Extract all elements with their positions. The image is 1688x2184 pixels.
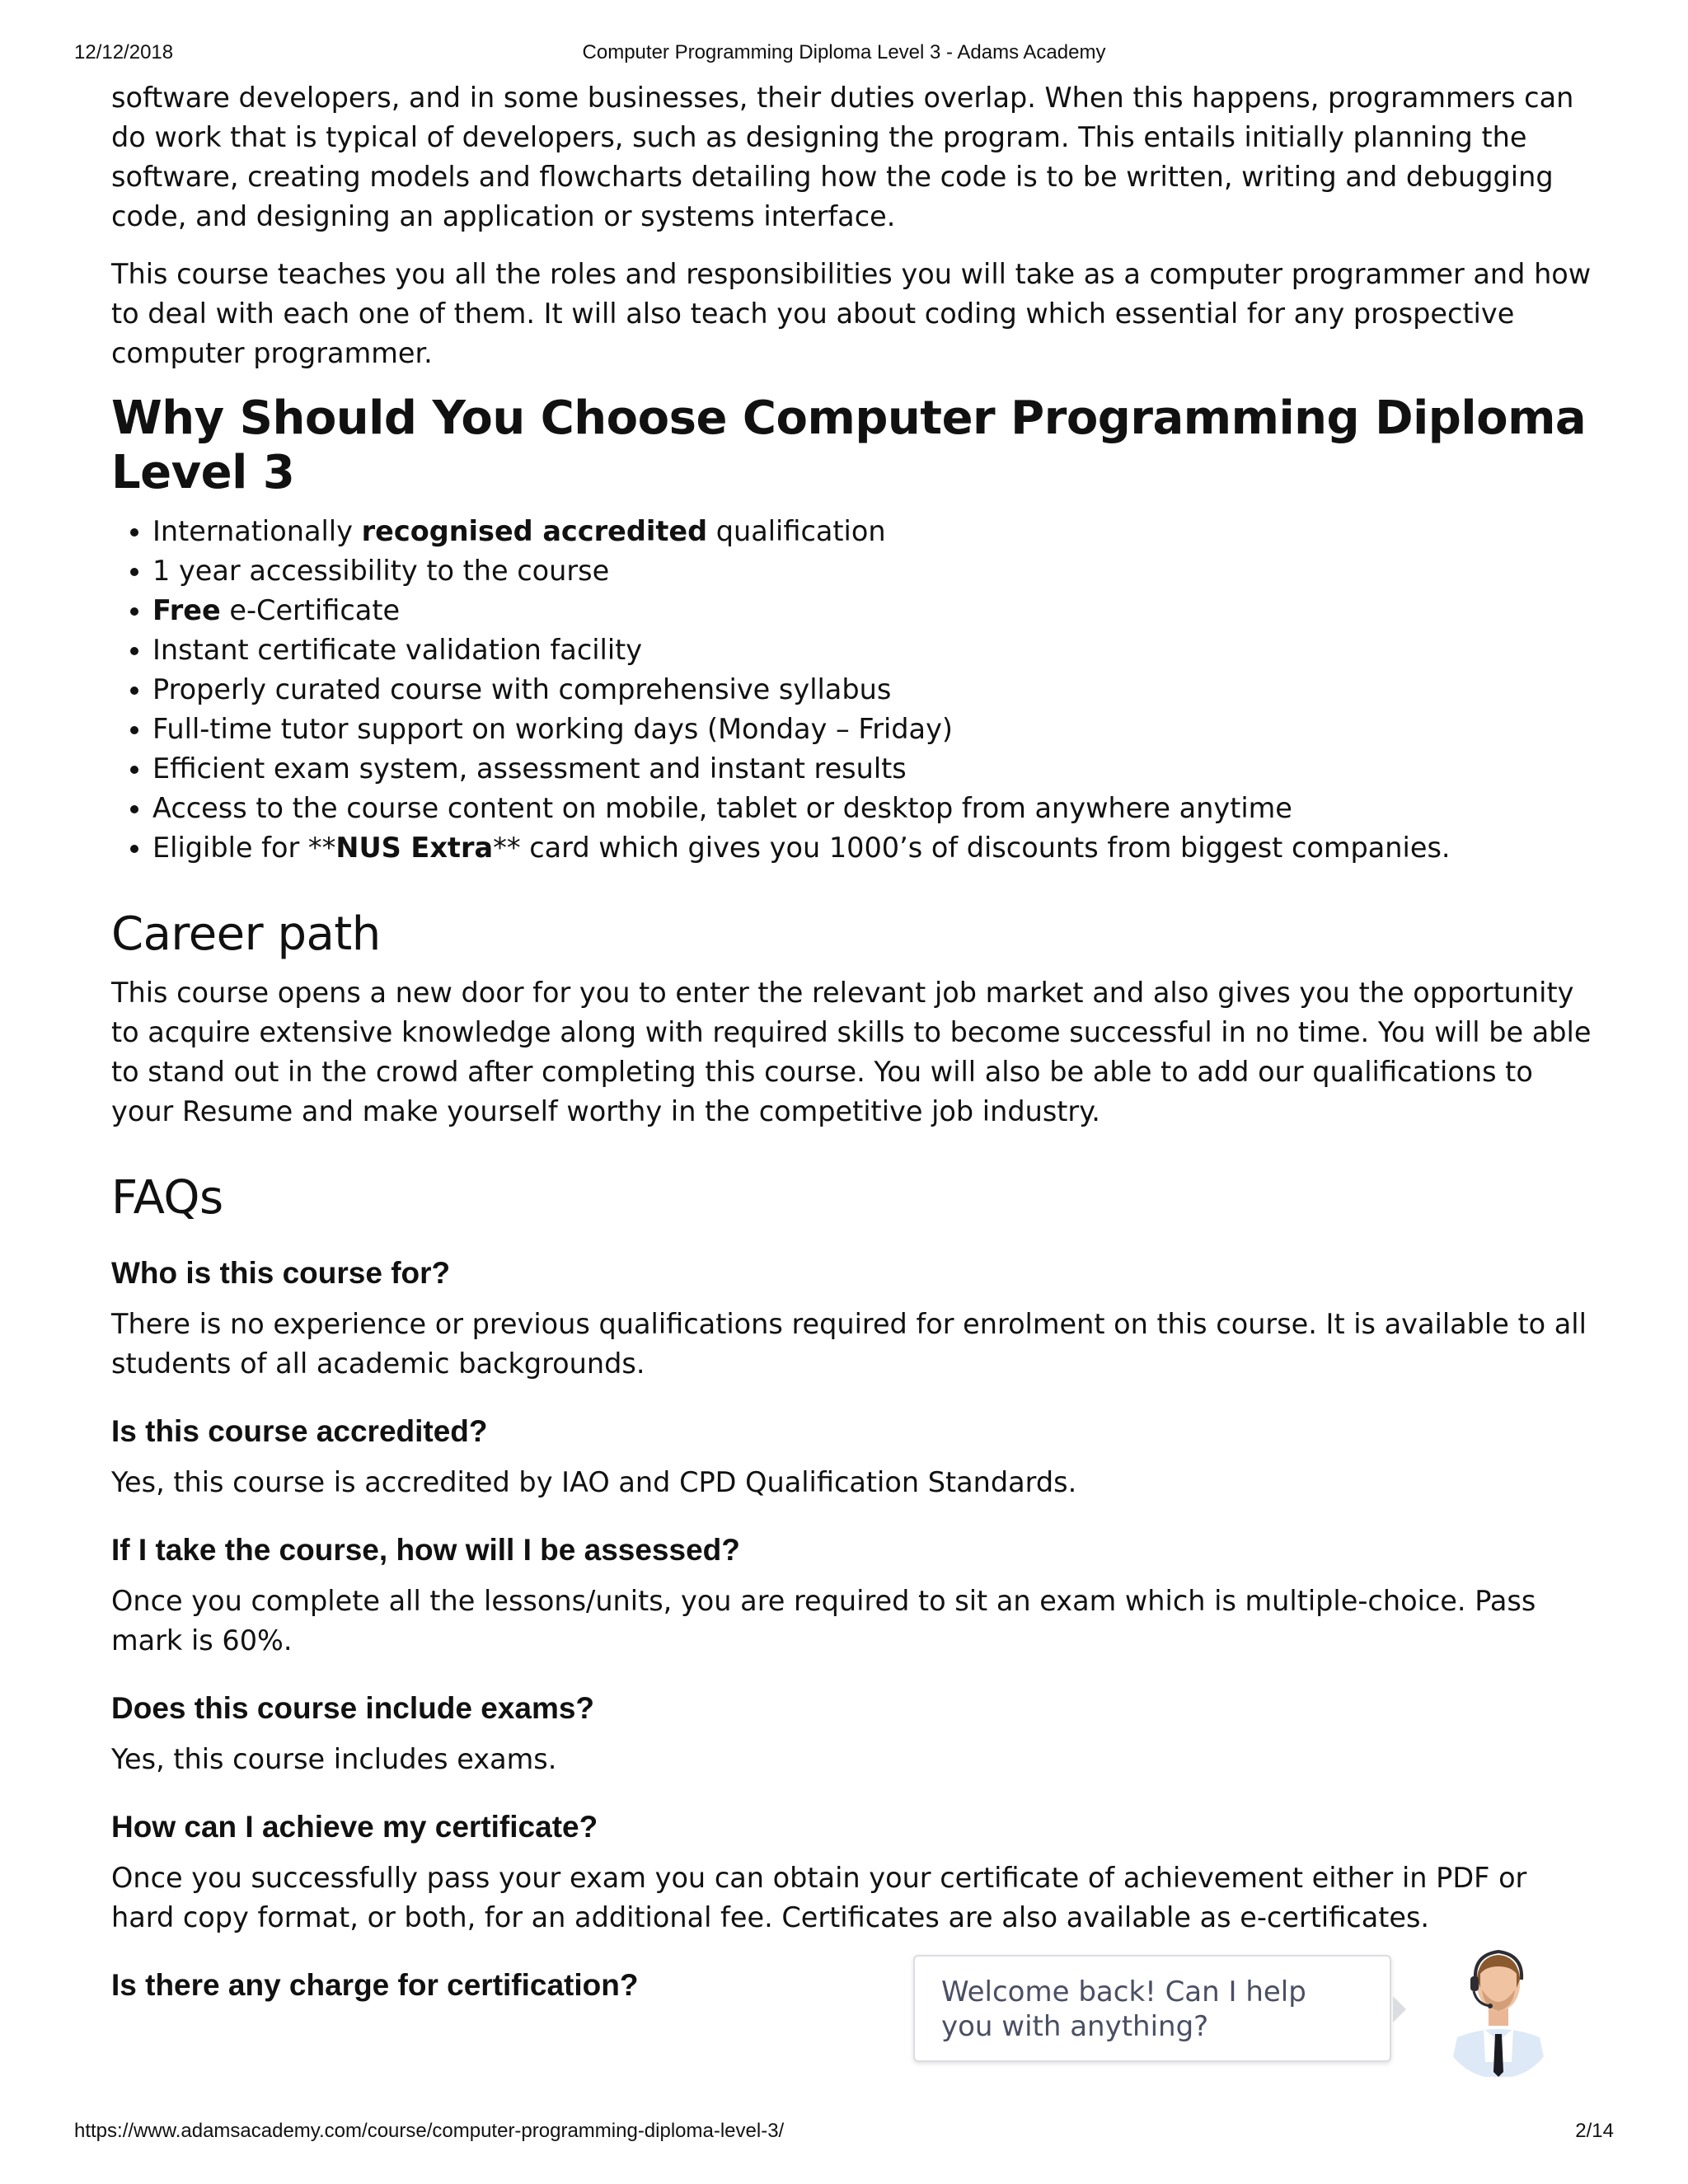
list-item: • Free e-Certificate <box>152 591 1595 630</box>
list-item: • Instant certificate validation facility <box>152 630 1595 670</box>
faq-question: Is there any charge for certification? <box>111 1968 639 2002</box>
print-header <box>0 41 1688 66</box>
faq-question: Is this course accredited? <box>111 1414 488 1448</box>
faq-question: If I take the course, how will I be assessed? <box>111 1533 740 1567</box>
page-number: 2/14 <box>1575 2120 1614 2142</box>
faq-question: Does this course include exams? <box>111 1691 595 1725</box>
article-content <box>111 78 1595 2017</box>
chat-message: Welcome back! Can I help you with anything? <box>941 1975 1306 2043</box>
intro-paragraph-2: This course teaches you all the roles and responsibilities you will take as a computer programmer and how to deal with each one of them. It will also teach you about coding which essential for any prospective computer programmer. <box>111 258 1592 369</box>
chat-widget-bubble[interactable] <box>913 1955 1391 2062</box>
benefits-list <box>111 512 1595 868</box>
faqs-heading: FAQs <box>111 1171 223 1225</box>
support-agent-icon <box>1432 1938 1564 2077</box>
list-item: • Access to the course content on mobile, tablet or desktop from anywhere anytime <box>152 789 1595 828</box>
print-page-title: Computer Programming Diploma Level 3 - Adams Academy <box>582 41 1106 63</box>
list-item: • Internationally recognised accredited qualification <box>152 512 1595 551</box>
faq-answer: Yes, this course includes exams. <box>111 1743 557 1775</box>
faq-answer: Yes, this course is accredited by IAO and CPD Qualification Standards. <box>111 1466 1077 1498</box>
list-item: • Properly curated course with comprehensive syllabus <box>152 670 1595 710</box>
why-choose-heading: Why Should You Choose Computer Programming Diploma Level 3 <box>111 391 1587 499</box>
support-agent-avatar[interactable] <box>1432 1938 1564 2077</box>
list-item: • Full-time tutor support on working days (Monday – Friday) <box>152 710 1595 749</box>
print-date: 12/12/2018 <box>74 41 174 63</box>
list-item: • 1 year accessibility to the course <box>152 551 1595 591</box>
print-footer <box>0 2120 1688 2144</box>
faq-answer: Once you successfully pass your exam you can obtain your certificate of achievement either in PDF or hard copy format, or both, for an additional fee. Certificates are also available as e-certificates. <box>111 1862 1527 1933</box>
intro-paragraph-1: software developers, and in some businesses, their duties overlap. When this happens, programmers can do work that is typical of developers, such as designing the program. This entails initially planning the software, creating models and flowcharts detailing how the code is to be written, writing and debugging code, and designing an application or systems interface. <box>111 82 1574 232</box>
list-item: • Eligible for **NUS Extra** card which gives you 1000’s of discounts from biggest companies. <box>152 828 1595 868</box>
chat-bubble-arrow <box>1393 1996 1406 2022</box>
career-path-heading: Career path <box>111 907 381 961</box>
faq-answer: There is no experience or previous qualifications required for enrolment on this course. It is available to all students of all academic backgrounds. <box>111 1308 1587 1380</box>
career-path-body: This course opens a new door for you to enter the relevant job market and also gives you the opportunity to acquire extensive knowledge along with required skills to become successful in no time. You will be able to stand out in the crowd after completing this course. You will also be able to add our qualifications to your Resume and make yourself worthy in the competitive job industry. <box>111 977 1592 1127</box>
list-item: • Efficient exam system, assessment and instant results <box>152 749 1595 789</box>
faq-answer: Once you complete all the lessons/units, you are required to sit an exam which is multiple-choice. Pass mark is 60%. <box>111 1585 1536 1657</box>
print-url: https://www.adamsacademy.com/course/computer-programming-diploma-level-3/ <box>74 2120 785 2142</box>
faq-question: How can I achieve my certificate? <box>111 1810 598 1844</box>
faq-question: Who is this course for? <box>111 1256 451 1290</box>
